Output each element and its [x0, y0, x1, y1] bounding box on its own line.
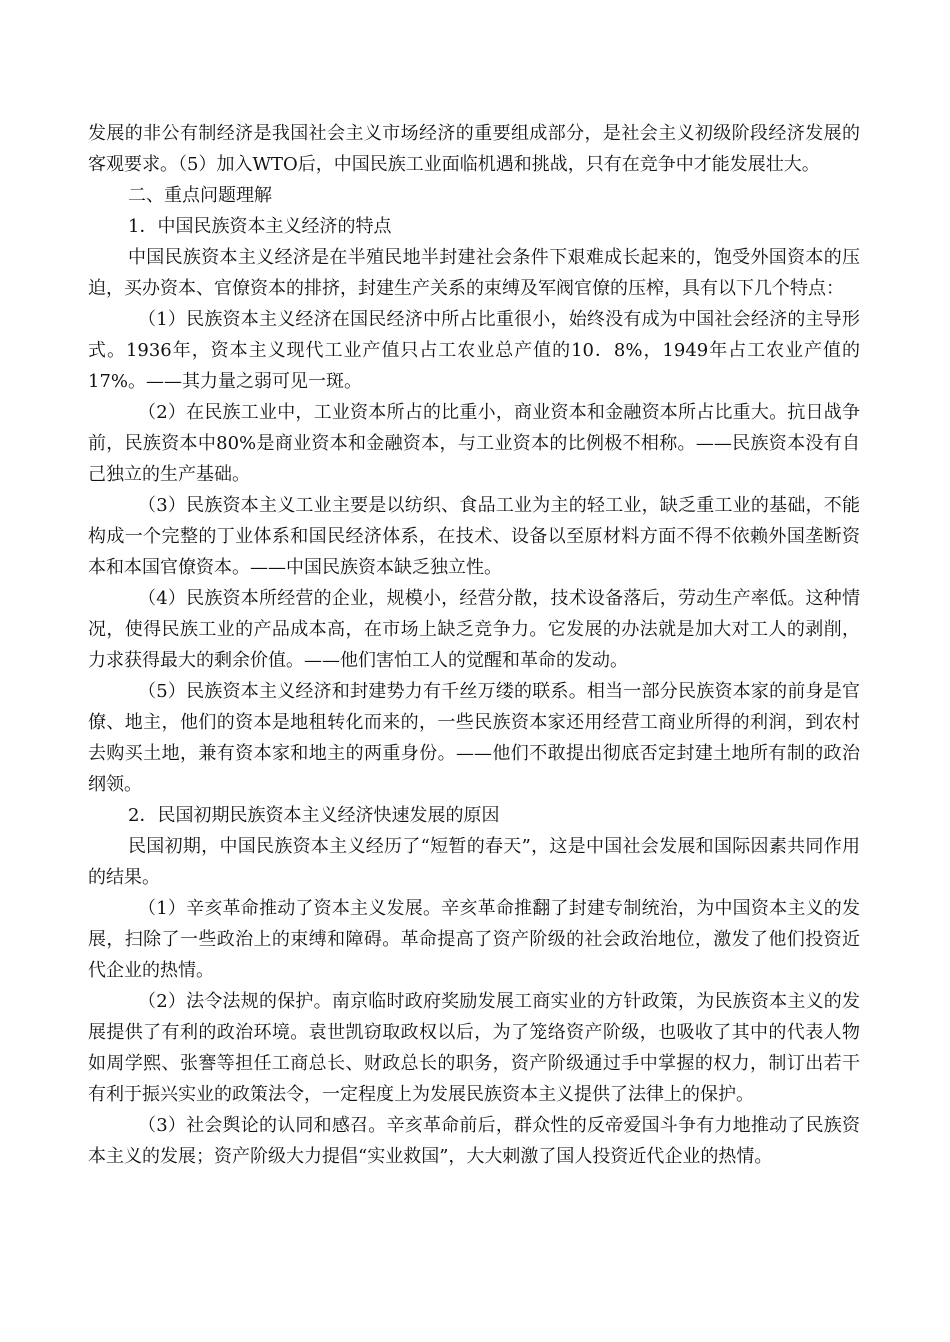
topic2-point-1: （1）辛亥革命推动了资本主义发展。辛亥革命推翻了封建专制统治，为中国资本主义的发展，扫除了一些政治上的束缚和障碍。革命提高了资产阶级的社会政治地位，激发了他们投资近代企业的热情。: [88, 898, 860, 981]
topic2-point-3: （3）社会舆论的认同和感召。辛亥革命前后，群众性的反帝爱国斗争有力地推动了民族资本主义的发展；资产阶级大力提倡“实业救国”，大大刺激了国人投资近代企业的热情。: [88, 1115, 860, 1167]
topic1-point-2: （2）在民族工业中，工业资本所占的比重小，商业资本和金融资本所占比重大。抗日战争前，民族资本中80%是商业资本和金融资本，与工业资本的比例极不相称。——民族资本没有自己独立的生产基础。: [88, 402, 860, 485]
topic1-heading: 1．中国民族资本主义经济的特点: [128, 216, 392, 237]
topic2-point-2: （2）法令法规的保护。南京临时政府奖励发展工商实业的方针政策，为民族资本主义的发展提供了有利的政治环境。袁世凯窃取政权以后，为了笼络资产阶级，也吸收了其中的代表人物如周学熙、张謇等担任工商总长、财政总长的职务，资产阶级通过手中掌握的权力，制订出若干有利于振兴实业的政策法令，一定程度上为发展民族资本主义提供了法律上的保护。: [88, 991, 860, 1105]
topic2-intro: 民国初期，中国民族资本主义经历了“短暂的春天”，这是中国社会发展和国际因素共同作用的结果。: [88, 836, 860, 888]
topic1-point-3: （3）民族资本主义工业主要是以纺织、食品工业为主的轻工业，缺乏重工业的基础，不能构成一个完整的丁业体系和国民经济体系，在技术、设备以至原材料方面不得不依赖外国垄断资本和本国官僚资本。——中国民族资本缺乏独立性。: [88, 495, 860, 578]
document-page: [88, 118, 860, 1172]
section-heading: 二、重点问题理解: [128, 185, 272, 206]
topic1-point-4: （4）民族资本所经营的企业，规模小，经营分散，技术设备落后，劳动生产率低。这种情况，使得民族工业的产品成本高，在市场上缺乏竞争力。它发展的办法就是加大对工人的剥削，力求获得最大的剩余价值。——他们害怕工人的觉醒和革命的发动。: [88, 588, 860, 671]
topic1-point-1: （1）民族资本主义经济在国民经济中所占比重很小，始终没有成为中国社会经济的主导形式。1936年，资本主义现代工业产值只占工农业总产值的10．8%，1949年占工农业产值的17%。——其力量之弱可见一斑。: [88, 309, 860, 392]
topic1-point-5: （5）民族资本主义经济和封建势力有千丝万缕的联系。相当一部分民族资本家的前身是官僚、地主，他们的资本是地租转化而来的，一些民族资本家还用经营工商业所得的利润，到农村去购买土地，兼有资本家和地主的两重身份。——他们不敢提出彻底否定封建土地所有制的政治纲领。: [88, 681, 860, 795]
topic1-intro: 中国民族资本主义经济是在半殖民地半封建社会条件下艰难成长起来的，饱受外国资本的压迫，买办资本、官僚资本的排挤，封建生产关系的束缚及军阀官僚的压榨，具有以下几个特点：: [88, 247, 860, 299]
continuation-paragraph: 发展的非公有制经济是我国社会主义市场经济的重要组成部分，是社会主义初级阶段经济发展的客观要求。（5）加入WTO后，中国民族工业面临机遇和挑战，只有在竞争中才能发展壮大。: [88, 123, 860, 175]
topic2-heading: 2．民国初期民族资本主义经济快速发展的原因: [128, 805, 500, 826]
